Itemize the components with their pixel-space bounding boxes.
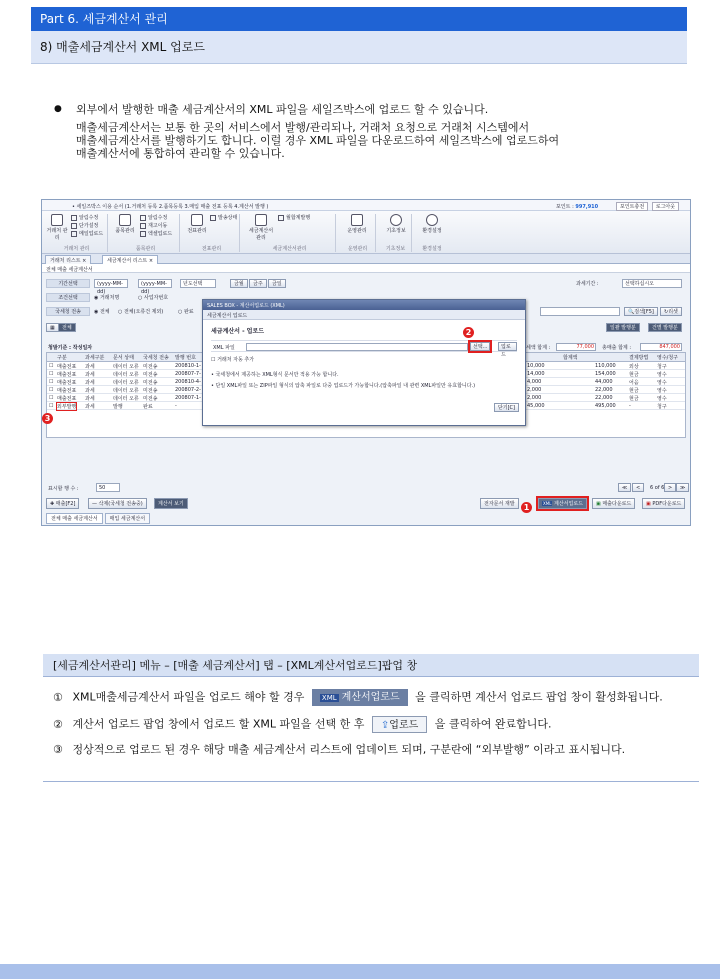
part-header: Part 6. 세금계산서 관리 <box>31 7 687 31</box>
tax-total-label: 세액 합계 : <box>526 345 551 351</box>
xml-icon: XML <box>543 501 552 506</box>
step-text: 정상적으로 업로드 된 경우 해당 매출 세금계산서 리스트에 업데이트 되며, 구분란에 “외부발행” 이라고 표시됩니다. <box>72 743 626 756</box>
intro-text <box>54 103 694 160</box>
step-number: ③ <box>53 743 63 756</box>
table-cell: 과세 <box>85 388 95 394</box>
base-info-button[interactable]: 기초정보 <box>385 214 407 234</box>
table-cell: 청구 <box>657 364 667 370</box>
warning-icon <box>278 215 284 221</box>
ribbon-toolbar <box>42 211 690 254</box>
select-file-button[interactable]: 선택... <box>470 342 490 351</box>
table-cell: 데이터 오류 <box>113 372 139 378</box>
table-cell: 200810-1- <box>175 363 201 369</box>
table-cell: 200810-4- <box>175 379 201 385</box>
ribbon-group-name: 거래처 관리 <box>63 246 90 252</box>
ribbon-small-button[interactable]: 단가설정 <box>71 222 98 230</box>
filter-label: 국세청 전송 <box>46 307 90 316</box>
step-marker-1: 1 <box>521 502 532 513</box>
all-button[interactable]: 전체 <box>58 323 76 332</box>
next-page-button[interactable]: > <box>664 483 676 492</box>
xml-upload-button[interactable]: XML 계산서업로드 <box>538 498 587 509</box>
ribbon-small-button[interactable]: 알림수정 <box>71 214 98 222</box>
step-number: ② <box>53 717 63 731</box>
refresh-icon: ↻ <box>664 309 669 315</box>
close-popup-button[interactable]: 닫기[C] <box>494 403 519 412</box>
table-cell: 매출전표 <box>57 388 77 394</box>
table-cell: 과세 <box>85 404 95 410</box>
upload-chip <box>372 716 427 733</box>
radio-send-all[interactable]: ◉ 전체 <box>94 309 110 315</box>
tab-invoice-list[interactable]: 세금계산서 리스트 × <box>102 255 158 264</box>
step-marker-3: 3 <box>42 413 53 424</box>
ribbon-group-ops <box>340 214 376 252</box>
table-cell: 45,000 <box>527 403 545 409</box>
date-to-input[interactable]: (yyyy-MM-dd) <box>138 279 172 288</box>
guide-step-2 <box>53 716 552 733</box>
table-cell: 완료 <box>143 404 153 410</box>
excel-icon: ▣ <box>596 501 601 507</box>
date-from-input[interactable]: (yyyy-MM-dd) <box>94 279 128 288</box>
table-cell: 청구 <box>657 404 667 410</box>
tab-purchase-invoice[interactable]: 매입 세금계산서 <box>105 513 150 524</box>
filter-period <box>46 277 686 295</box>
grand-total-label: 총매출 합계 : <box>602 345 632 351</box>
ops-manage-button[interactable]: 운영관리 <box>346 214 368 234</box>
radio-customer-name[interactable]: ◉ 거래처명 <box>94 295 120 301</box>
table-cell: 매출전표 <box>57 380 77 386</box>
pager-row <box>46 482 686 494</box>
point-display <box>556 203 598 210</box>
tax-period-label: 과세기간 : <box>576 281 599 287</box>
ribbon-small-button[interactable]: 월합계발행 <box>278 214 310 222</box>
table-cell: 22,000 <box>595 395 613 401</box>
ribbon-group-invoice <box>244 214 336 252</box>
search-input[interactable] <box>540 307 620 316</box>
point-label: 포인트 : <box>556 204 574 210</box>
popup-title: SALES BOX - 계산서업로드 (XML) <box>203 300 525 310</box>
filter-label: 조건선택 <box>46 293 90 302</box>
table-cell: 2,000 <box>527 395 542 401</box>
invoice-manage-button[interactable]: 세금계산서 관리 <box>246 214 276 241</box>
auto-add-checkbox[interactable]: ☐ 거래처 자동 추가 <box>211 357 255 363</box>
table-cell: 200807-7- <box>175 371 201 377</box>
usage-notice: • 세일즈박스 이용 순서 (1.거래처 등록 2.품목등록 3.매입 매출 전표 등록 4.계산서 발행 ) <box>72 204 269 210</box>
move-icon <box>140 223 146 229</box>
ribbon-group-settings <box>416 214 448 252</box>
top-links <box>614 202 679 211</box>
edit-icon <box>71 215 77 221</box>
slip-icon <box>191 214 203 226</box>
popup-subtitle: 세금계산서 업로드 <box>203 310 525 320</box>
einvoice-resend-button[interactable]: 전자문서 재발 <box>480 498 519 509</box>
list-title: 전체 매출 세금계산서 <box>42 264 690 273</box>
chart-icon <box>351 214 363 226</box>
popup-body <box>203 320 525 417</box>
step-text: 을 클릭하면 계산서 업로드 팝업 창이 활성화됩니다. <box>415 690 663 704</box>
delete-button[interactable]: — 삭제(국세청 전송중) <box>88 498 147 509</box>
row-checkbox[interactable]: ☐ <box>49 371 54 377</box>
table-cell: 과세 <box>85 396 95 402</box>
ribbon-small-button[interactable]: 메일업로드 <box>71 230 103 238</box>
table-cell: 매출전표 <box>57 396 77 402</box>
charge-point-link[interactable]: 포인트충전 <box>616 202 648 211</box>
grand-total-value: 847,000 <box>640 343 682 351</box>
first-page-button[interactable]: ≪ <box>618 483 631 492</box>
file-row <box>211 340 517 358</box>
ribbon-group-items <box>112 214 180 252</box>
item-manage-button[interactable]: 품목관리 <box>114 214 136 234</box>
radio-send-no-error[interactable]: ○ 전체(오류건 제외) <box>118 309 164 315</box>
table-cell: 발행 <box>113 404 123 410</box>
ribbon-group-base <box>380 214 412 252</box>
table-cell: 영수 <box>657 388 667 394</box>
footer-band <box>0 964 720 979</box>
ribbon-small-button[interactable]: 재고이동 <box>140 222 167 230</box>
intro-line: 매출세금계산서는 보통 한 곳의 서비스에서 발행/관리되나, 거래처 요청으로 거래처 시스템에서 <box>76 121 530 134</box>
guide-step-1 <box>53 689 663 706</box>
table-cell: 현금 <box>629 396 639 402</box>
tab-sales-invoice[interactable]: 전체 매출 세금계산서 <box>46 513 103 524</box>
table-cell: 200807-1- <box>175 395 201 401</box>
search-button[interactable]: 🔍검색[F5] <box>624 307 658 316</box>
table-cell: 데이터 오류 <box>113 364 139 370</box>
view-invoice-button[interactable]: 계산서 보기 <box>154 498 188 509</box>
table-cell: 과세 <box>85 380 95 386</box>
upload-icon: ⇪ <box>380 720 390 731</box>
row-checkbox[interactable]: ☐ <box>49 379 54 385</box>
table-cell: 현금 <box>629 388 639 394</box>
table-cell: 어음 <box>629 380 639 386</box>
intro-line: 매출계산서에 통합하여 관리할 수 있습니다. <box>76 147 285 160</box>
xml-upload-chip <box>312 689 408 706</box>
table-cell: 과세 <box>85 364 95 370</box>
section-title: 8) 매출세금계산서 XML 업로드 <box>31 31 687 64</box>
bulk-issue-button[interactable]: 일괄 발행분 <box>606 323 640 332</box>
today-button[interactable]: 금일 <box>268 279 286 288</box>
step-text: 을 클릭하여 완료합니다. <box>434 717 552 731</box>
table-cell: 데이터 오류 <box>113 380 139 386</box>
customer-manage-button[interactable]: 거래처 관리 <box>46 214 68 241</box>
row-checkbox[interactable]: ☐ <box>49 387 54 393</box>
intro-line: 외부에서 발행한 매출 세금계산서의 XML 파일을 세일즈박스에 업로드 할 수 있습니다. <box>76 103 489 116</box>
column-header: 결제방법 <box>629 355 649 361</box>
document-tabs <box>42 254 690 264</box>
ribbon-small-button[interactable]: 발송상태 <box>210 214 237 222</box>
chip-label: 계산서업로드 <box>341 692 400 703</box>
popup-heading: 세금계산서 - 업로드 <box>211 328 265 335</box>
column-header: 합계액 <box>563 355 578 361</box>
table-cell: 미전송 <box>143 364 158 370</box>
table-cell: 2,000 <box>527 387 542 393</box>
column-header: 국세청 전송 <box>143 355 169 361</box>
tax-period-select[interactable]: 선택하십시오 <box>622 279 682 288</box>
invoice-icon <box>255 214 267 226</box>
status-icon <box>210 215 216 221</box>
bullet-icon: ● <box>54 104 62 114</box>
upload-button[interactable]: 업로드 <box>498 342 517 351</box>
ribbon-small-button[interactable]: 알림수정 <box>140 214 167 222</box>
last-page-button[interactable]: ≫ <box>676 483 689 492</box>
column-header: 영수/청구 <box>657 355 679 361</box>
ribbon-group-name: 환경설정 <box>422 246 442 252</box>
row-checkbox[interactable]: ☐ <box>49 403 54 409</box>
table-cell: 영수 <box>657 372 667 378</box>
pdf-download-button[interactable]: ▣ PDF다운로드 <box>642 498 685 509</box>
customer-icon <box>51 214 63 226</box>
table-cell: 미전송 <box>143 396 158 402</box>
slip-manage-button[interactable]: 전표관리 <box>186 214 208 234</box>
logout-link[interactable]: 로그아웃 <box>652 202 679 211</box>
ribbon-group-name: 운영관리 <box>347 246 368 252</box>
table-cell: 영수 <box>657 380 667 386</box>
table-cell: 외상 <box>629 364 639 370</box>
ribbon-small-button[interactable]: 엑셀업로드 <box>140 230 172 238</box>
table-cell: 22,000 <box>595 387 613 393</box>
this-week-button[interactable]: 금주 <box>249 279 267 288</box>
ribbon-group-name: 세금계산서관리 <box>272 246 307 252</box>
table-cell: 미전송 <box>143 372 158 378</box>
table-cell: 110,000 <box>595 363 616 369</box>
column-header: 과세구분 <box>85 355 105 361</box>
column-header: 발행 번호 <box>175 355 196 361</box>
bottom-toolbar <box>46 498 686 510</box>
price-icon <box>71 223 77 229</box>
guide-step-3 <box>53 743 625 757</box>
table-cell: 미전송 <box>143 380 158 386</box>
table-cell: 외부발행 <box>57 404 77 410</box>
table-cell: 200807-2- <box>175 387 201 393</box>
table-cell: 4,000 <box>527 379 542 385</box>
row-checkbox[interactable]: ☐ <box>49 363 54 369</box>
table-cell: 매출전표 <box>57 372 77 378</box>
table-cell: 154,000 <box>595 371 616 377</box>
prev-page-button[interactable]: < <box>632 483 644 492</box>
ribbon-group-slip <box>184 214 240 252</box>
column-header: 구분 <box>57 355 67 361</box>
excel-icon <box>140 231 146 237</box>
table-cell: - <box>629 403 631 409</box>
filter-label: 기간선택 <box>46 279 90 288</box>
pdf-icon: ▣ <box>646 501 651 507</box>
step-number: ① <box>53 690 63 704</box>
this-month-button[interactable]: 금월 <box>230 279 248 288</box>
ribbon-group-name: 기초정보 <box>385 246 406 252</box>
edit-icon <box>140 215 146 221</box>
step-text: 계산서 업로드 팝업 창에서 업로드 할 XML 파일을 선택 한 후 <box>72 717 365 731</box>
table-cell: 10,000 <box>527 363 545 369</box>
tax-total-value: 77,000 <box>556 343 596 351</box>
rows-per-page-label: 표시할 행 수 : <box>48 486 79 492</box>
table-cell: 현금 <box>629 372 639 378</box>
chip-label: 업로드 <box>389 720 419 731</box>
rows-per-page-select[interactable]: 50 <box>96 483 120 492</box>
table-cell: 영수 <box>657 396 667 402</box>
grid-toggle-button[interactable]: ▦ <box>46 323 59 332</box>
table-cell: 과세 <box>85 372 95 378</box>
intro-line: 매출세금계산서를 발행하기도 합니다. 이럴 경우 XML 파일을 다운로드하여 세일즈박스에 업로드하여 <box>76 134 560 147</box>
page-indicator: 6 of 6 <box>650 485 665 491</box>
table-cell: 495,000 <box>595 403 616 409</box>
popup-note: • 국세청에서 제공하는 XML형식 문서만 적용 가능 합니다. <box>211 372 339 378</box>
step-marker-2: 2 <box>463 327 474 338</box>
app-screenshot <box>41 199 691 526</box>
radio-business-number[interactable]: ○ 사업자번호 <box>138 295 169 301</box>
gear-icon <box>426 214 438 226</box>
item-icon <box>119 214 131 226</box>
search-icon: 🔍 <box>628 309 635 315</box>
file-path-input[interactable] <box>246 343 468 351</box>
add-sale-button[interactable]: ✚ 매출[F2] <box>46 498 79 509</box>
bottom-tabs <box>46 513 152 523</box>
table-cell: 매출전표 <box>57 364 77 370</box>
xml-upload-popup <box>202 299 526 426</box>
point-value: 997,910 <box>575 204 599 210</box>
table-cell: 미전송 <box>143 388 158 394</box>
ribbon-group-name: 전표관리 <box>201 246 222 252</box>
xml-icon: XML <box>321 694 337 702</box>
radio-send-done[interactable]: ○ 완료 <box>178 309 194 315</box>
ribbon-group-customer <box>46 214 108 252</box>
reset-button[interactable]: ↻리셋 <box>660 307 682 316</box>
info-icon <box>390 214 402 226</box>
popup-note: • 단일 XML파일 또는 ZIP파일 형식의 압축 파일로 다중 업로드가 가능합니다.(압축파일 내 관련 XML파일만 유효합니다.) <box>211 383 476 389</box>
tab-customer-list[interactable]: 거래처 리스트 × <box>45 255 91 264</box>
column-header: 문서 상태 <box>113 355 134 361</box>
guide-body <box>43 677 699 782</box>
mail-icon <box>71 231 77 237</box>
year-select[interactable]: 년도선택 <box>180 279 216 288</box>
summary-basis: 청발기준 : 작성일자 <box>48 345 93 351</box>
step-text: XML매출세금계산서 파일을 업로드 해야 할 경우 <box>72 690 305 704</box>
table-cell: 44,000 <box>595 379 613 385</box>
table-cell: 데이터 오류 <box>113 396 139 402</box>
settings-button[interactable]: 환경설정 <box>421 214 443 234</box>
table-cell: 14,000 <box>527 371 545 377</box>
table-cell: - <box>175 403 177 409</box>
table-cell: 데이터 오류 <box>113 388 139 394</box>
row-checkbox[interactable]: ☐ <box>49 395 54 401</box>
guide-title: [세금계산서관리] 메뉴 – [매출 세금계산서] 탭 – [XML계산서업로드]팝업 창 <box>43 654 699 677</box>
single-issue-button[interactable]: 건별 발행분 <box>648 323 682 332</box>
ribbon-group-name: 품목관리 <box>135 246 156 252</box>
file-label: XML 파일 <box>213 345 235 351</box>
sales-download-button[interactable]: ▣ 매출다운로드 <box>592 498 635 509</box>
top-bar <box>42 200 690 211</box>
